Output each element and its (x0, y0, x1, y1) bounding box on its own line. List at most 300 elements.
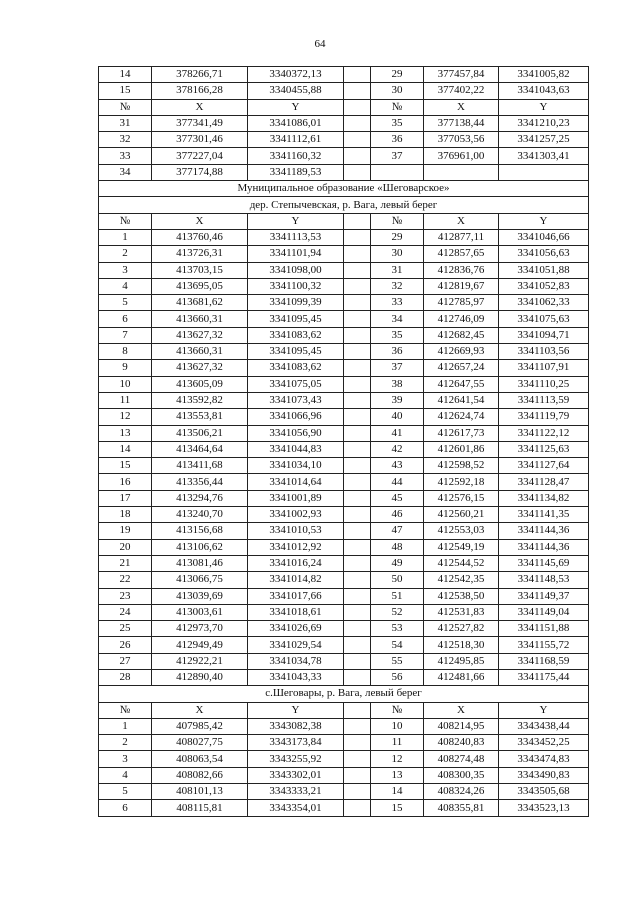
x-coordinate-cell: 412576,15 (424, 490, 499, 506)
y-coordinate-cell: 3341127,64 (499, 458, 589, 474)
table-row (99, 637, 589, 653)
point-number-cell: 6 (99, 800, 152, 816)
header-x-coordinate-cell: X (152, 99, 248, 115)
point-number-cell: 17 (99, 490, 152, 506)
point-number-cell: 37 (371, 360, 424, 376)
y-coordinate-cell: 3341062,33 (499, 295, 589, 311)
point-number-cell: 26 (99, 637, 152, 653)
y-coordinate-cell: 3341155,72 (499, 637, 589, 653)
table-row (99, 311, 589, 327)
table-row (99, 523, 589, 539)
spacer-cell (344, 392, 371, 408)
section-subtitle-row (99, 686, 589, 702)
x-coordinate-cell: 408115,81 (152, 800, 248, 816)
x-coordinate-cell: 412542,35 (424, 572, 499, 588)
x-coordinate-cell: 377053,56 (424, 132, 499, 148)
x-coordinate-cell: 413703,15 (152, 262, 248, 278)
y-coordinate-cell: 3341017,66 (248, 588, 344, 604)
y-coordinate-cell: 3341141,35 (499, 507, 589, 523)
table-row (99, 327, 589, 343)
point-number-cell: 18 (99, 507, 152, 523)
table-row (99, 653, 589, 669)
spacer-cell (344, 621, 371, 637)
point-number-cell: 38 (371, 376, 424, 392)
x-coordinate-cell: 413464,64 (152, 441, 248, 457)
y-coordinate-cell: 3343082,38 (248, 718, 344, 734)
y-coordinate-cell: 3341043,63 (499, 83, 589, 99)
table-row (99, 344, 589, 360)
y-coordinate-cell: 3341113,59 (499, 392, 589, 408)
point-number-cell: 30 (371, 83, 424, 99)
spacer-cell (344, 67, 371, 83)
x-coordinate-cell: 377227,04 (152, 148, 248, 164)
spacer-cell (344, 523, 371, 539)
x-coordinate-cell: 413660,31 (152, 311, 248, 327)
x-coordinate-cell: 377138,44 (424, 115, 499, 131)
x-coordinate-cell: 408101,13 (152, 784, 248, 800)
point-number-cell: 29 (371, 229, 424, 245)
y-coordinate-cell: 3341303,41 (499, 148, 589, 164)
point-number-cell: 9 (99, 360, 152, 376)
point-number-cell: 6 (99, 311, 152, 327)
point-number-cell: 21 (99, 555, 152, 571)
point-number-cell: 30 (371, 246, 424, 262)
table-row (99, 278, 589, 294)
y-coordinate-cell: 3343333,21 (248, 784, 344, 800)
point-number-cell: 33 (371, 295, 424, 311)
x-coordinate-cell: 412922,21 (152, 653, 248, 669)
x-coordinate-cell: 412890,40 (152, 669, 248, 685)
point-number-cell: 48 (371, 539, 424, 555)
point-number-cell: 50 (371, 572, 424, 588)
y-coordinate-cell: 3343490,83 (499, 767, 589, 783)
point-number-cell: 29 (371, 67, 424, 83)
point-number-cell: 55 (371, 653, 424, 669)
point-number-cell: 4 (99, 767, 152, 783)
point-number-cell: 2 (99, 246, 152, 262)
spacer-cell (344, 344, 371, 360)
header-spacer-cell (344, 99, 371, 115)
x-coordinate-cell: 413726,31 (152, 246, 248, 262)
table-row (99, 718, 589, 734)
x-coordinate-cell: 413592,82 (152, 392, 248, 408)
y-coordinate-cell: 3341144,36 (499, 523, 589, 539)
y-coordinate-cell: 3341098,00 (248, 262, 344, 278)
table-header-row (99, 702, 589, 718)
x-coordinate-cell: 412877,11 (424, 229, 499, 245)
point-number-cell: 39 (371, 392, 424, 408)
y-coordinate-cell: 3341122,12 (499, 425, 589, 441)
point-number-cell (371, 164, 424, 180)
point-number-cell: 37 (371, 148, 424, 164)
x-coordinate-cell: 413156,68 (152, 523, 248, 539)
spacer-cell (344, 148, 371, 164)
point-number-cell: 13 (371, 767, 424, 783)
table-row (99, 132, 589, 148)
point-number-cell: 25 (99, 621, 152, 637)
x-coordinate-cell: 413066,75 (152, 572, 248, 588)
table-row (99, 458, 589, 474)
header-y-coordinate-cell: Y (499, 702, 589, 718)
x-coordinate-cell: 377301,46 (152, 132, 248, 148)
y-coordinate-cell: 3341119,79 (499, 409, 589, 425)
header-y-coordinate-cell: Y (248, 213, 344, 229)
table-row (99, 164, 589, 180)
point-number-cell: 15 (371, 800, 424, 816)
point-number-cell: 35 (371, 115, 424, 131)
x-coordinate-cell: 413003,61 (152, 604, 248, 620)
spacer-cell (344, 718, 371, 734)
spacer-cell (344, 474, 371, 490)
x-coordinate-cell: 413106,62 (152, 539, 248, 555)
point-number-cell: 2 (99, 735, 152, 751)
x-coordinate-cell: 412601,86 (424, 441, 499, 457)
y-coordinate-cell: 3341018,61 (248, 604, 344, 620)
header-spacer-cell (344, 213, 371, 229)
point-number-cell: 12 (99, 409, 152, 425)
coordinates-table (98, 66, 589, 817)
x-coordinate-cell: 413695,05 (152, 278, 248, 294)
header-x-coordinate-cell: X (152, 213, 248, 229)
table-row (99, 148, 589, 164)
point-number-cell: 41 (371, 425, 424, 441)
x-coordinate-cell: 412544,52 (424, 555, 499, 571)
x-coordinate-cell: 413039,69 (152, 588, 248, 604)
point-number-cell: 27 (99, 653, 152, 669)
point-number-cell: 32 (371, 278, 424, 294)
table-row (99, 507, 589, 523)
spacer-cell (344, 278, 371, 294)
y-coordinate-cell: 3341189,53 (248, 164, 344, 180)
y-coordinate-cell: 3341095,45 (248, 311, 344, 327)
x-coordinate-cell: 413627,32 (152, 327, 248, 343)
x-coordinate-cell: 413356,44 (152, 474, 248, 490)
point-number-cell: 14 (99, 67, 152, 83)
y-coordinate-cell: 3341099,39 (248, 295, 344, 311)
page-number: 64 (314, 38, 326, 50)
header-y-coordinate-cell: Y (499, 99, 589, 115)
x-coordinate-cell: 413411,68 (152, 458, 248, 474)
y-coordinate-cell: 3341128,47 (499, 474, 589, 490)
point-number-cell: 5 (99, 784, 152, 800)
table-row (99, 425, 589, 441)
point-number-cell: 32 (99, 132, 152, 148)
x-coordinate-cell: 413627,32 (152, 360, 248, 376)
x-coordinate-cell: 413294,76 (152, 490, 248, 506)
point-number-cell: 19 (99, 523, 152, 539)
point-number-cell: 11 (371, 735, 424, 751)
x-coordinate-cell: 412592,18 (424, 474, 499, 490)
point-number-cell: 28 (99, 669, 152, 685)
y-coordinate-cell: 3343452,25 (499, 735, 589, 751)
x-coordinate-cell: 408027,75 (152, 735, 248, 751)
point-number-cell: 47 (371, 523, 424, 539)
x-coordinate-cell: 412973,70 (152, 621, 248, 637)
point-number-cell: 42 (371, 441, 424, 457)
table-row (99, 262, 589, 278)
x-coordinate-cell: 412819,67 (424, 278, 499, 294)
x-coordinate-cell: 408300,35 (424, 767, 499, 783)
x-coordinate-cell: 412560,21 (424, 507, 499, 523)
spacer-cell (344, 295, 371, 311)
table-row (99, 669, 589, 685)
spacer-cell (344, 115, 371, 131)
y-coordinate-cell: 3341148,53 (499, 572, 589, 588)
point-number-cell: 33 (99, 148, 152, 164)
table-row (99, 539, 589, 555)
y-coordinate-cell: 3341034,78 (248, 653, 344, 669)
spacer-cell (344, 360, 371, 376)
y-coordinate-cell: 3341210,23 (499, 115, 589, 131)
point-number-cell: 34 (99, 164, 152, 180)
y-coordinate-cell: 3341001,89 (248, 490, 344, 506)
table-row (99, 229, 589, 245)
spacer-cell (344, 458, 371, 474)
point-number-cell: 43 (371, 458, 424, 474)
spacer-cell (344, 507, 371, 523)
x-coordinate-cell: 412949,49 (152, 637, 248, 653)
y-coordinate-cell: 3340372,13 (248, 67, 344, 83)
table-row (99, 409, 589, 425)
spacer-cell (344, 751, 371, 767)
y-coordinate-cell: 3341029,54 (248, 637, 344, 653)
x-coordinate-cell: 413081,46 (152, 555, 248, 571)
spacer-cell (344, 637, 371, 653)
point-number-cell: 11 (99, 392, 152, 408)
point-number-cell: 4 (99, 278, 152, 294)
header-spacer-cell (344, 702, 371, 718)
y-coordinate-cell: 3341134,82 (499, 490, 589, 506)
y-coordinate-cell: 3341051,88 (499, 262, 589, 278)
y-coordinate-cell: 3341149,37 (499, 588, 589, 604)
spacer-cell (344, 669, 371, 685)
y-coordinate-cell: 3341145,69 (499, 555, 589, 571)
y-coordinate-cell: 3341066,96 (248, 409, 344, 425)
spacer-cell (344, 490, 371, 506)
x-coordinate-cell: 412647,55 (424, 376, 499, 392)
x-coordinate-cell: 412527,82 (424, 621, 499, 637)
point-number-cell: 56 (371, 669, 424, 685)
y-coordinate-cell: 3341083,62 (248, 360, 344, 376)
x-coordinate-cell: 412624,74 (424, 409, 499, 425)
y-coordinate-cell: 3341083,62 (248, 327, 344, 343)
point-number-cell: 10 (371, 718, 424, 734)
table-row (99, 555, 589, 571)
table-row (99, 604, 589, 620)
header-point-number-cell: № (371, 702, 424, 718)
point-number-cell: 1 (99, 229, 152, 245)
table-row (99, 767, 589, 783)
section-subtitle-row (99, 197, 589, 213)
spacer-cell (344, 425, 371, 441)
spacer-cell (344, 327, 371, 343)
y-coordinate-cell: 3340455,88 (248, 83, 344, 99)
y-coordinate-cell: 3341168,59 (499, 653, 589, 669)
x-coordinate-cell: 412746,09 (424, 311, 499, 327)
point-number-cell: 45 (371, 490, 424, 506)
x-coordinate-cell: 412553,03 (424, 523, 499, 539)
section-title: Муниципальное образование «Шеговарское» (99, 181, 589, 197)
y-coordinate-cell: 3341073,43 (248, 392, 344, 408)
spacer-cell (344, 572, 371, 588)
point-number-cell: 12 (371, 751, 424, 767)
point-number-cell: 51 (371, 588, 424, 604)
spacer-cell (344, 83, 371, 99)
x-coordinate-cell: 378166,28 (152, 83, 248, 99)
x-coordinate-cell: 412785,97 (424, 295, 499, 311)
point-number-cell: 14 (371, 784, 424, 800)
header-point-number-cell: № (99, 213, 152, 229)
x-coordinate-cell: 412669,93 (424, 344, 499, 360)
table-row (99, 360, 589, 376)
x-coordinate-cell: 413506,21 (152, 425, 248, 441)
point-number-cell: 20 (99, 539, 152, 555)
y-coordinate-cell: 3341094,71 (499, 327, 589, 343)
spacer-cell (344, 262, 371, 278)
x-coordinate-cell: 408324,26 (424, 784, 499, 800)
point-number-cell: 36 (371, 132, 424, 148)
x-coordinate-cell: 412531,83 (424, 604, 499, 620)
spacer-cell (344, 735, 371, 751)
spacer-cell (344, 246, 371, 262)
x-coordinate-cell: 412518,30 (424, 637, 499, 653)
x-coordinate-cell: 413760,46 (152, 229, 248, 245)
spacer-cell (344, 376, 371, 392)
y-coordinate-cell: 3343255,92 (248, 751, 344, 767)
header-x-coordinate-cell: X (424, 99, 499, 115)
point-number-cell: 40 (371, 409, 424, 425)
table-row (99, 115, 589, 131)
header-x-coordinate-cell: X (152, 702, 248, 718)
point-number-cell: 22 (99, 572, 152, 588)
y-coordinate-cell: 3341149,04 (499, 604, 589, 620)
table-row (99, 474, 589, 490)
y-coordinate-cell: 3341075,63 (499, 311, 589, 327)
point-number-cell: 15 (99, 458, 152, 474)
header-point-number-cell: № (371, 213, 424, 229)
x-coordinate-cell: 377457,84 (424, 67, 499, 83)
spacer-cell (344, 441, 371, 457)
y-coordinate-cell: 3343354,01 (248, 800, 344, 816)
y-coordinate-cell: 3341016,24 (248, 555, 344, 571)
point-number-cell: 1 (99, 718, 152, 734)
y-coordinate-cell: 3343474,83 (499, 751, 589, 767)
spacer-cell (344, 555, 371, 571)
y-coordinate-cell: 3341100,32 (248, 278, 344, 294)
point-number-cell: 49 (371, 555, 424, 571)
x-coordinate-cell: 376961,00 (424, 148, 499, 164)
point-number-cell: 36 (371, 344, 424, 360)
x-coordinate-cell: 377341,49 (152, 115, 248, 131)
table-row (99, 295, 589, 311)
point-number-cell: 7 (99, 327, 152, 343)
point-number-cell: 3 (99, 262, 152, 278)
table-row (99, 83, 589, 99)
table-row (99, 800, 589, 816)
header-point-number-cell: № (99, 99, 152, 115)
point-number-cell: 31 (99, 115, 152, 131)
x-coordinate-cell: 412857,65 (424, 246, 499, 262)
spacer-cell (344, 784, 371, 800)
point-number-cell: 16 (99, 474, 152, 490)
x-coordinate-cell: 408240,83 (424, 735, 499, 751)
point-number-cell: 14 (99, 441, 152, 457)
x-coordinate-cell: 377402,22 (424, 83, 499, 99)
y-coordinate-cell: 3341101,94 (248, 246, 344, 262)
point-number-cell: 24 (99, 604, 152, 620)
y-coordinate-cell: 3341151,88 (499, 621, 589, 637)
x-coordinate-cell: 412836,76 (424, 262, 499, 278)
x-coordinate-cell: 408274,48 (424, 751, 499, 767)
y-coordinate-cell: 3341026,69 (248, 621, 344, 637)
x-coordinate-cell: 413660,31 (152, 344, 248, 360)
x-coordinate-cell: 413605,09 (152, 376, 248, 392)
x-coordinate-cell: 412598,52 (424, 458, 499, 474)
spacer-cell (344, 653, 371, 669)
y-coordinate-cell: 3341095,45 (248, 344, 344, 360)
point-number-cell: 15 (99, 83, 152, 99)
y-coordinate-cell: 3341044,83 (248, 441, 344, 457)
x-coordinate-cell: 408214,95 (424, 718, 499, 734)
y-coordinate-cell: 3343505,68 (499, 784, 589, 800)
x-coordinate-cell: 412641,54 (424, 392, 499, 408)
table-row (99, 246, 589, 262)
table-row (99, 392, 589, 408)
header-y-coordinate-cell: Y (248, 99, 344, 115)
y-coordinate-cell: 3341113,53 (248, 229, 344, 245)
y-coordinate-cell: 3341005,82 (499, 67, 589, 83)
point-number-cell: 53 (371, 621, 424, 637)
y-coordinate-cell: 3341086,01 (248, 115, 344, 131)
x-coordinate-cell: 412495,85 (424, 653, 499, 669)
y-coordinate-cell: 3343523,13 (499, 800, 589, 816)
y-coordinate-cell (499, 164, 589, 180)
spacer-cell (344, 800, 371, 816)
table-header-row (99, 99, 589, 115)
point-number-cell: 46 (371, 507, 424, 523)
y-coordinate-cell: 3341043,33 (248, 669, 344, 685)
x-coordinate-cell: 413681,62 (152, 295, 248, 311)
table-row (99, 735, 589, 751)
y-coordinate-cell: 3341144,36 (499, 539, 589, 555)
x-coordinate-cell: 408063,54 (152, 751, 248, 767)
y-coordinate-cell: 3341014,64 (248, 474, 344, 490)
header-x-coordinate-cell: X (424, 213, 499, 229)
y-coordinate-cell: 3341110,25 (499, 376, 589, 392)
x-coordinate-cell: 412682,45 (424, 327, 499, 343)
x-coordinate-cell (424, 164, 499, 180)
x-coordinate-cell: 378266,71 (152, 67, 248, 83)
point-number-cell: 10 (99, 376, 152, 392)
y-coordinate-cell: 3341052,83 (499, 278, 589, 294)
y-coordinate-cell: 3341056,90 (248, 425, 344, 441)
spacer-cell (344, 409, 371, 425)
table-header-row (99, 213, 589, 229)
table-row (99, 751, 589, 767)
spacer-cell (344, 539, 371, 555)
y-coordinate-cell: 3341012,92 (248, 539, 344, 555)
y-coordinate-cell: 3343438,44 (499, 718, 589, 734)
x-coordinate-cell: 412538,50 (424, 588, 499, 604)
y-coordinate-cell: 3341112,61 (248, 132, 344, 148)
header-y-coordinate-cell: Y (248, 702, 344, 718)
x-coordinate-cell: 413240,70 (152, 507, 248, 523)
point-number-cell: 31 (371, 262, 424, 278)
spacer-cell (344, 604, 371, 620)
point-number-cell: 35 (371, 327, 424, 343)
x-coordinate-cell: 412549,19 (424, 539, 499, 555)
table-row (99, 376, 589, 392)
